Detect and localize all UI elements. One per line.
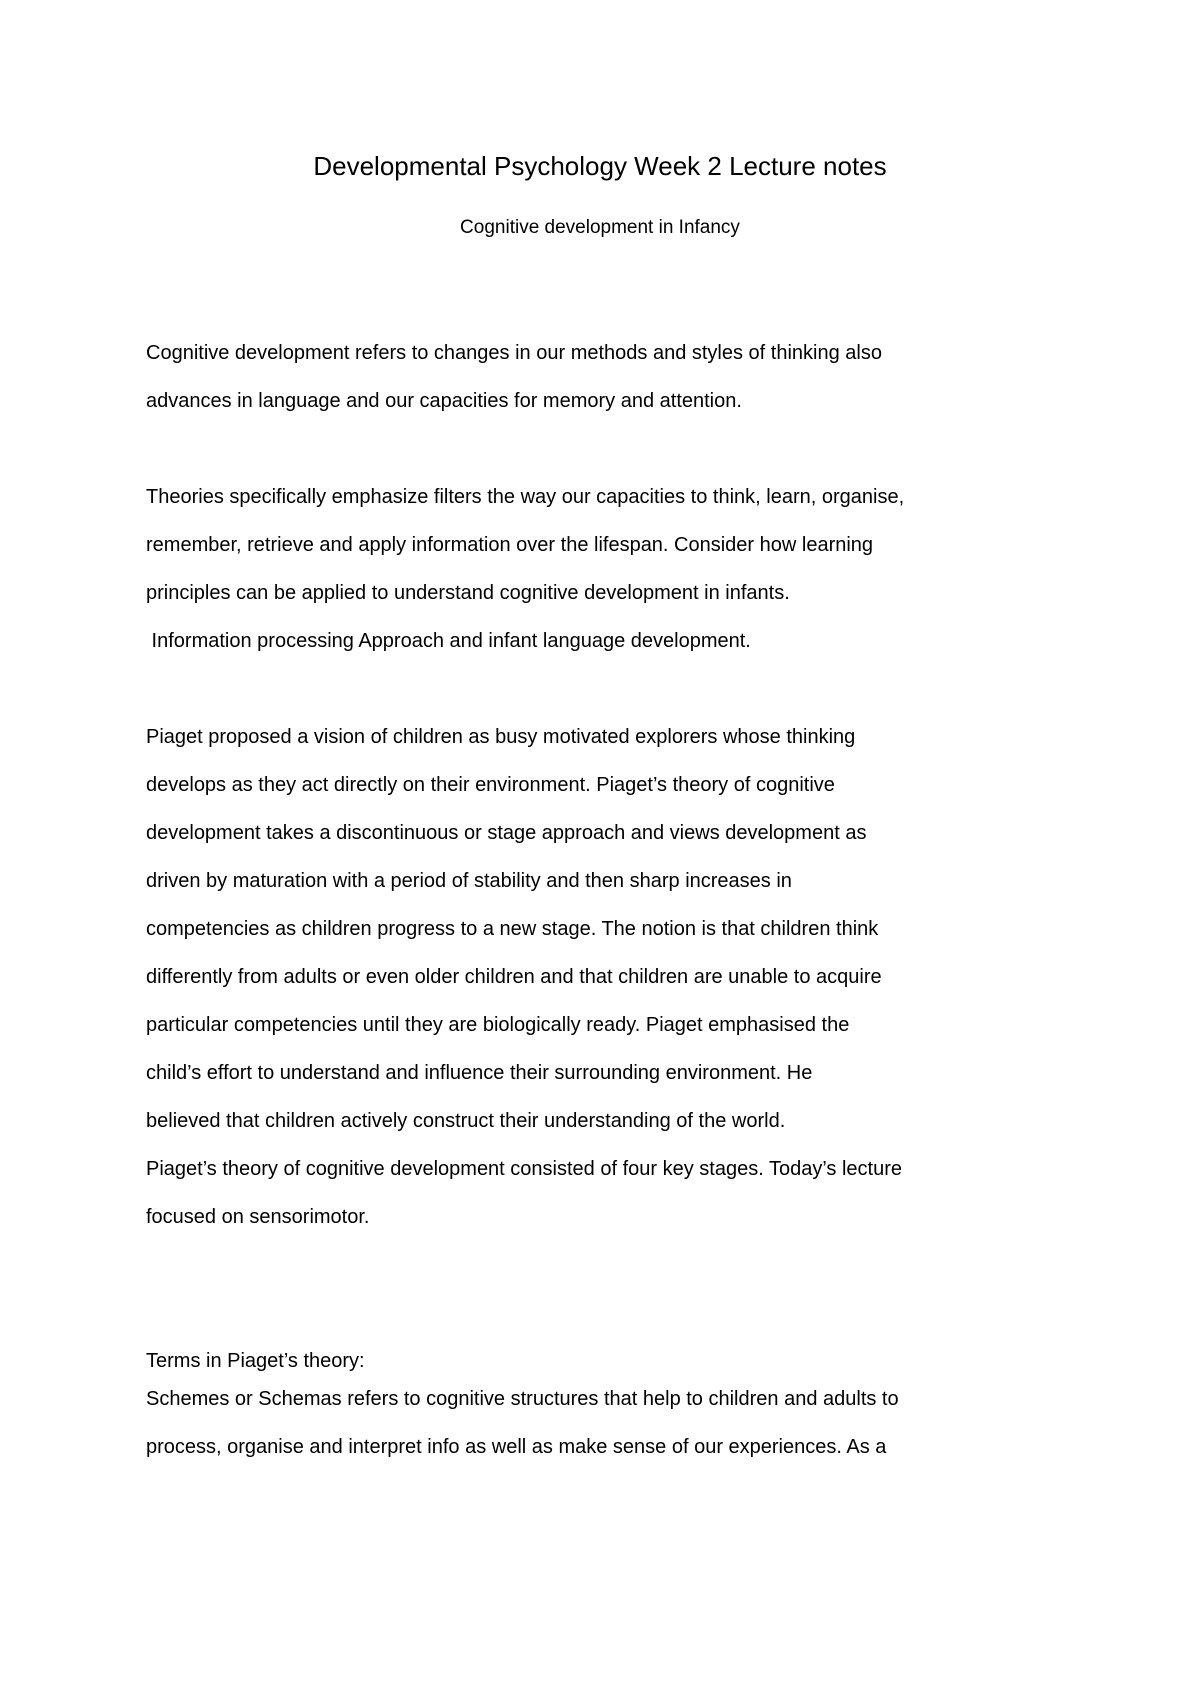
paragraph-theories [146, 473, 1096, 665]
paragraph-terms [146, 1337, 1096, 1471]
text-line: advances in language and our capacities for memory and attention. [146, 390, 742, 412]
text-line: believed that children actively construct their understanding of the world. [146, 1110, 786, 1132]
document-title: Developmental Psychology Week 2 Lecture notes [313, 151, 887, 181]
text-line: Theories specifically emphasize filters the way our capacities to think, learn, organise, [146, 486, 905, 508]
paragraph-piaget-vision [146, 713, 1096, 1145]
text-line: Schemes or Schemas refers to cognitive structures that help to children and adults to [146, 1388, 899, 1410]
text-line: Piaget’s theory of cognitive development consisted of four key stages. Today’s lecture [146, 1158, 902, 1180]
text-line: competencies as children progress to a new stage. The notion is that children think [146, 918, 879, 940]
text-line: differently from adults or even older children and that children are unable to acquire [146, 966, 882, 988]
paragraph-four-stages [146, 1145, 1096, 1241]
text-line: principles can be applied to understand cognitive development in infants. [146, 582, 790, 604]
paragraph-cognitive-development [146, 329, 1096, 425]
text-line: develops as they act directly on their environment. Piaget’s theory of cognitive [146, 774, 835, 796]
section-heading-terms: Terms in Piaget’s theory: [146, 1350, 365, 1372]
text-line: remember, retrieve and apply information over the lifespan. Consider how learning [146, 534, 874, 556]
document-subtitle: Cognitive development in Infancy [460, 217, 740, 238]
text-line: child’s effort to understand and influence their surrounding environment. He [146, 1062, 813, 1084]
text-line: development takes a discontinuous or stage approach and views development as [146, 822, 867, 844]
text-line: driven by maturation with a period of stability and then sharp increases in [146, 870, 792, 892]
text-line: Piaget proposed a vision of children as busy motivated explorers whose thinking [146, 726, 856, 748]
text-line: particular competencies until they are biologically ready. Piaget emphasised the [146, 1014, 850, 1036]
text-line: Information processing Approach and infant language development. [146, 630, 751, 652]
text-line: Cognitive development refers to changes in our methods and styles of thinking also [146, 342, 882, 364]
text-line: focused on sensorimotor. [146, 1206, 370, 1228]
text-line: process, organise and interpret info as well as make sense of our experiences. As a [146, 1436, 887, 1458]
